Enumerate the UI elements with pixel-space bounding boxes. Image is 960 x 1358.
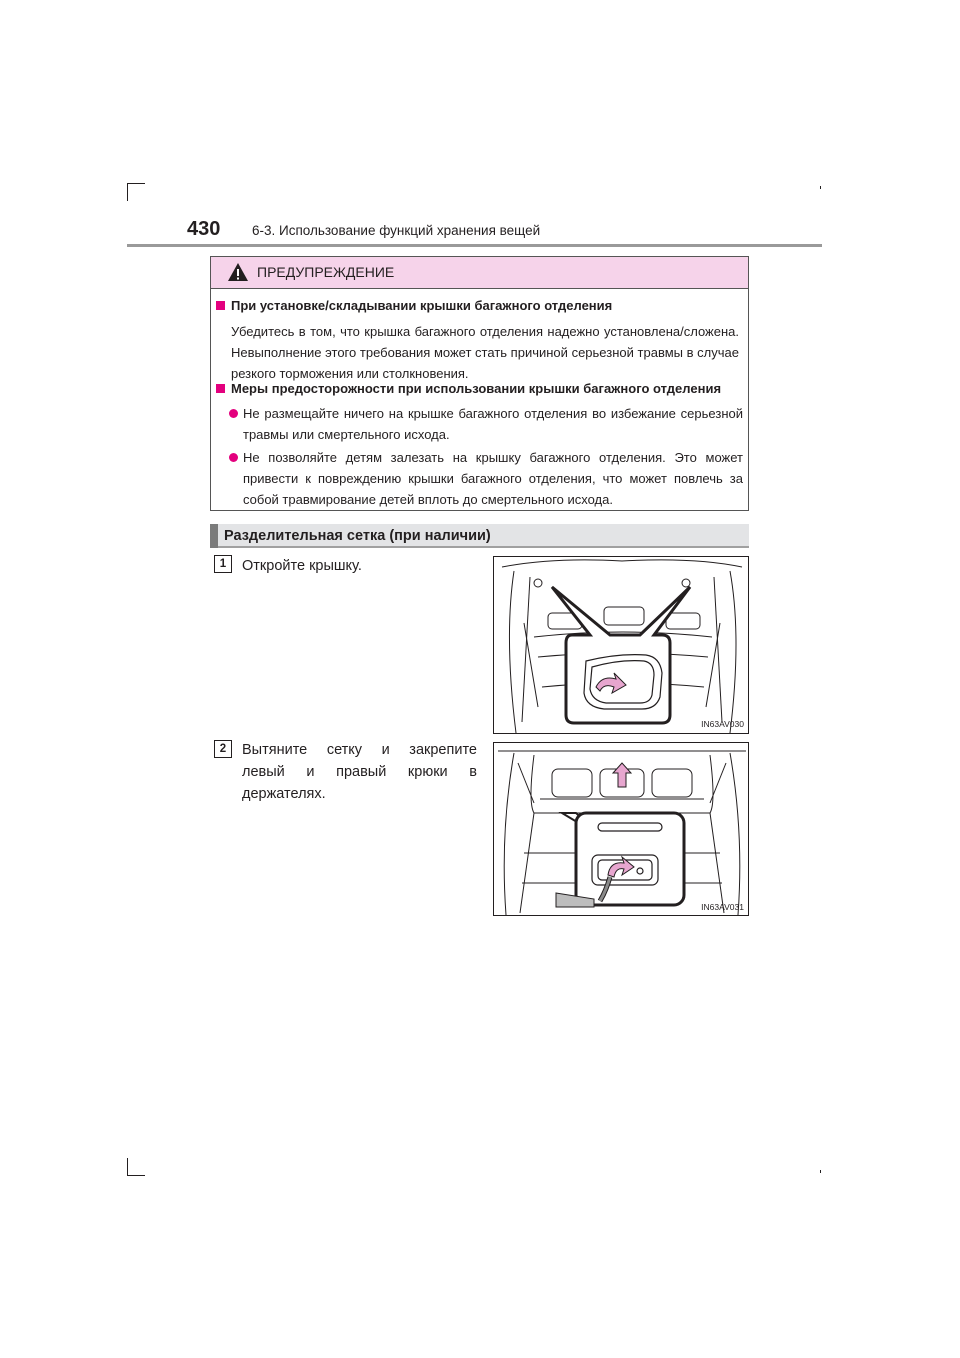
warning-text-1: Убедитесь в том, что крышка багажного отделения надежно установлена/сложена. Невыполнение этого требования может стать причиной серьезной травмы в случае резкого торможения или столкновения. (231, 324, 739, 381)
crop-mark-top-right (820, 186, 821, 189)
figure-code-2: IN63AV031 (701, 902, 744, 912)
square-bullet-icon (216, 384, 225, 393)
step-text-1: Откройте крышку. (242, 558, 362, 574)
crop-mark-bottom-right (820, 1170, 821, 1173)
section-heading-rule (218, 546, 749, 548)
warning-heading-2: Меры предосторожности при использовании крышки багажного отделения (216, 378, 748, 399)
warning-triangle-icon (227, 262, 249, 282)
crop-mark-top-left-v (127, 183, 128, 201)
crop-mark-bottom-left-v (127, 1158, 128, 1176)
section-heading: Разделительная сетка (при наличии) (224, 528, 491, 544)
square-bullet-icon (216, 301, 225, 310)
warning-bullet-1: Не размещайте ничего на крышке багажного отделения во избежание серьезной травмы или смертельного исхода. (229, 403, 743, 445)
warning-box (210, 256, 749, 511)
cargo-interior-illustration (494, 557, 749, 734)
round-bullet-icon (229, 409, 238, 418)
warning-bullet-2: Не позволяйте детям залезать на крышку багажного отделения. Это может привести к повреждению крышки багажного отделения, что может повлечь за собой травмирование детей вплоть до смертельного исхода. (229, 447, 743, 510)
step-text-2: Вытяните сетку и закрепите левый и правый крюки в держателях. (242, 742, 477, 802)
warning-heading-1: При установке/складывании крышки багажного отделения (216, 295, 744, 316)
figure-pull-net (493, 742, 749, 916)
round-bullet-icon (229, 453, 238, 462)
figure-code-1: IN63AV030 (701, 719, 744, 729)
warning-header (211, 257, 748, 289)
figure-open-cover (493, 556, 749, 734)
section-title: 6-3. Использование функций хранения вещей (252, 223, 541, 238)
warning-title: ПРЕДУПРЕЖДЕНИЕ (257, 264, 395, 280)
section-heading-bar (210, 524, 218, 548)
header-rule (127, 244, 822, 247)
page-number: 430 (187, 218, 221, 240)
step-number-2: 2 (214, 740, 232, 758)
crop-mark-bottom-left-h (127, 1175, 145, 1176)
crop-mark-top-left-h (127, 183, 145, 184)
cargo-net-illustration (494, 743, 749, 916)
step-number-1: 1 (214, 555, 232, 573)
